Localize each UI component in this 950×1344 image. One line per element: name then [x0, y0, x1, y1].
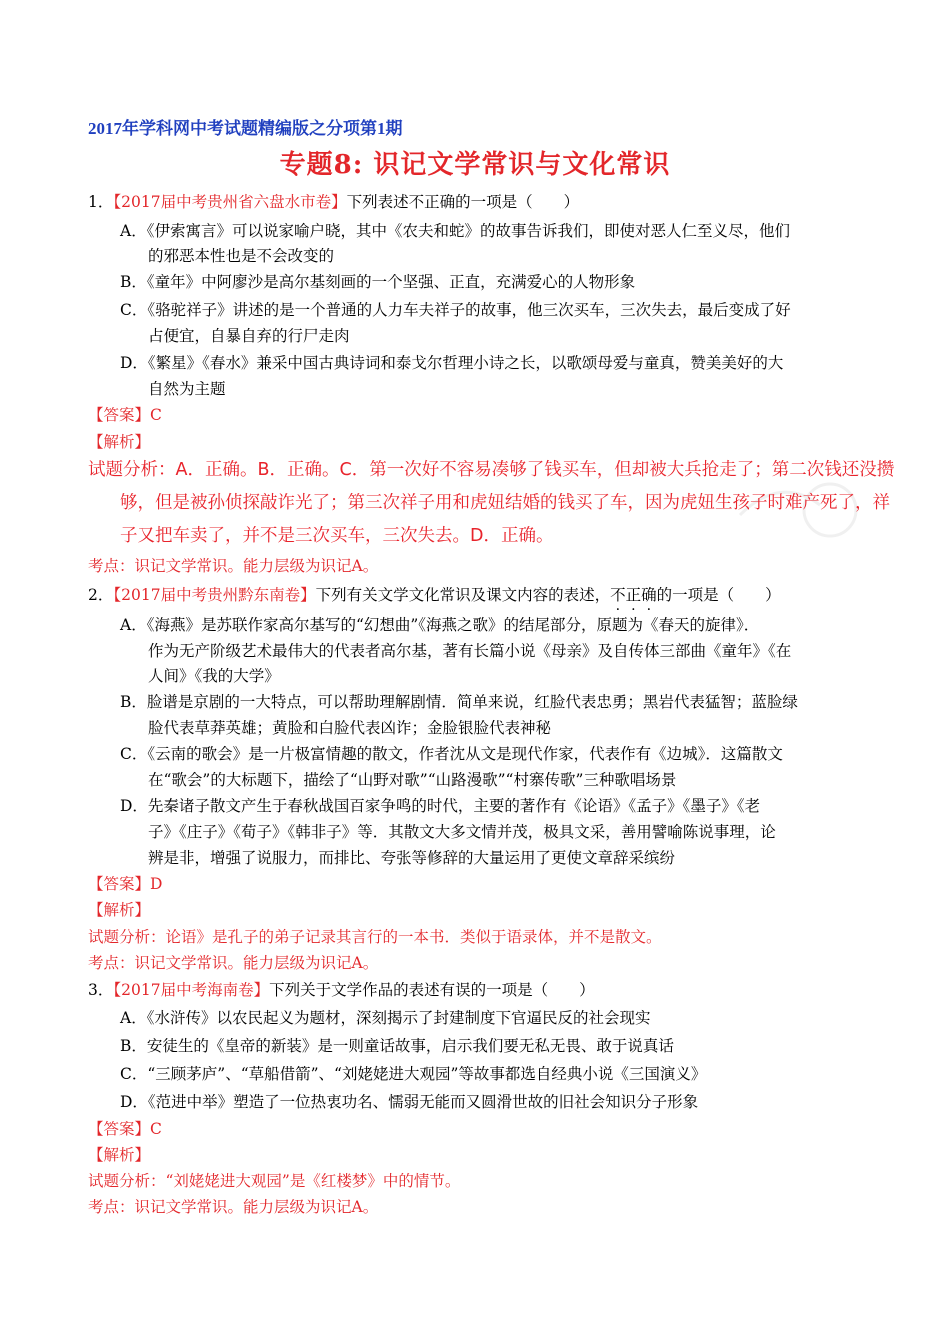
q3-analysis-line1: 试题分析：“刘姥姥进大观园”是《红楼梦》中的情节。 — [88, 1172, 461, 1190]
q1-option-c-line2: 占便宜，自暴自弃的行尸走肉 — [148, 327, 350, 345]
answer-tag: 【答案】 — [88, 1120, 151, 1138]
q1-analysis-line1: 试题分析：A．正确。B．正确。C．第一次好不容易凑够了钱买车，但却被大兵抢走了；第二次钱还没攒 — [88, 460, 895, 480]
q3-exam-point: 考点：识记文学常识。能力层级为识记A。 — [88, 1198, 379, 1216]
q1-option-b-line1: B．《童年》中阿廖沙是高尔基刻画的一个坚强、正直，充满爱心的人物形象 — [120, 273, 636, 291]
question-number: 1． — [88, 193, 114, 211]
emphasis-char: 不 — [610, 586, 626, 604]
emphasis-char: 确 — [641, 586, 657, 604]
question-source: 【2017届中考贵州省六盘水市卷】 — [113, 193, 347, 211]
question-number: 3． — [88, 981, 114, 999]
q3-option-d-line1: D．《范进中举》塑造了一位热衷功名、懦弱无能而又圆滑世故的旧社会知识分子形象 — [120, 1093, 699, 1111]
q3-option-b-line1: B．安徒生的《皇帝的新装》是一则童话故事，启示我们要无私无畏、敢于说真话 — [120, 1037, 674, 1055]
q2-analysis-line1: 试题分析：论语》是孔子的弟子记录其言行的一本书．类似于语录体，并不是散文。 — [88, 928, 662, 946]
emphasis-char: 正 — [625, 586, 642, 604]
question-2-stem — [88, 585, 781, 605]
q2-option-a-line2: 作为无产阶级艺术最伟大的代表者高尔基，著有长篇小说《母亲》及自传体三部曲《童年》《在 — [148, 642, 792, 660]
q3-answer — [88, 1119, 162, 1139]
question-text: 下列关于文学作品的表述有误的一项是（ ） — [269, 981, 595, 999]
q3-option-a-line1: A．《水浒传》以农民起义为题材，深刻揭示了封建制度下官逼民反的社会现实 — [120, 1009, 651, 1027]
q2-exam-point: 考点：识记文学常识。能力层级为识记A。 — [88, 954, 379, 972]
question-text-end: 的一项是（ ） — [656, 586, 781, 604]
answer-tag: 【答案】 — [88, 406, 151, 424]
q2-option-a-line3: 人间》《我的大学》 — [148, 667, 280, 685]
question-3-stem — [88, 980, 595, 1000]
q1-answer — [88, 405, 162, 425]
answer-value: C — [150, 406, 162, 424]
q2-answer — [88, 874, 162, 894]
q2-option-d-line1: D．先秦诸子散文产生于春秋战国百家争鸣的时代，主要的著作有《论语》《孟子》《墨子》《老 — [120, 797, 761, 815]
q1-exam-point: 考点：识记文学常识。能力层级为识记A。 — [88, 557, 379, 575]
question-number: 2． — [88, 586, 114, 604]
q2-option-b-line1: B．脸谱是京剧的一大特点，可以帮助理解剧情．简单来说，红脸代表忠勇；黑岩代表猛智；蓝脸绿 — [120, 693, 798, 711]
q1-analysis-line2: 够，但是被孙侦探敲诈光了；第三次祥子用和虎妞结婚的钱买了车，因为虎妞生孩子时难产死了，祥 — [120, 493, 890, 513]
q1-option-d-line2: 自然为主题 — [148, 380, 226, 398]
q1-analysis-tag: 【解析】 — [88, 433, 151, 451]
q2-option-c-line1: C．《云南的歌会》是一片极富情趣的散文，作者沈从文是现代作家，代表作有《边城》．这篇散文 — [120, 745, 783, 763]
q2-option-b-line2: 脸代表草莽英雄；黄脸和白脸代表凶诈；金脸银脸代表神秘 — [148, 719, 552, 737]
q2-option-a-line1: A．《海燕》是苏联作家高尔基写的“幻想曲”《海燕之歌》的结尾部分，原题为《春天的旋律》． — [120, 616, 760, 634]
q2-analysis-tag: 【解析】 — [88, 901, 151, 919]
q1-option-a-line2: 的邪恶本性也是不会改变的 — [148, 247, 335, 265]
answer-tag: 【答案】 — [88, 875, 151, 893]
q3-analysis-tag: 【解析】 — [88, 1146, 151, 1164]
answer-value: D — [150, 875, 163, 893]
question-text: 下列有关文学文化常识及课文内容的表述， — [315, 586, 611, 604]
answer-value: C — [150, 1120, 162, 1138]
page-title: 专题8: 识记文学常识与文化常识 — [279, 150, 671, 180]
q3-option-c-line1: C．“三顾茅庐”、“草船借箭”、“刘姥姥进大观园”等故事都选自经典小说《三国演义》 — [120, 1065, 707, 1083]
question-source: 【2017届中考海南卷】 — [113, 981, 270, 999]
q2-option-c-line2: 在“歌会”的大标题下，描绘了“山野对歌”“山路漫歌”“村寨传歌”三种歌唱场景 — [148, 771, 677, 789]
question-1-stem — [88, 192, 579, 212]
series-title: 2017年学科网中考试题精编版之分项第1期 — [88, 119, 403, 138]
question-source: 【2017届中考贵州黔东南卷】 — [113, 586, 316, 604]
q2-option-d-line3: 辨是非，增强了说服力，而排比、夸张等修辞的大量运用了更使文章辞采缤纷 — [148, 849, 676, 867]
q2-option-d-line2: 子》《庄子》《荀子》《韩非子》等．其散文大多文情并茂，极具文采，善用譬喻陈说事理，论 — [148, 823, 776, 841]
question-text: 下列表述不正确的一项是（ ） — [346, 193, 580, 211]
q1-option-a-line1: A．《伊索寓言》可以说家喻户晓，其中《农夫和蛇》的故事告诉我们，即使对恶人仁至义尽，他们 — [120, 222, 790, 240]
q1-option-d-line1: D．《繁星》《春水》兼采中国古典诗词和泰戈尔哲理小诗之长，以歌颂母爱与童真，赞美美好的大 — [120, 354, 784, 372]
q1-option-c-line1: C．《骆驼祥子》讲述的是一个普通的人力车夫祥子的故事，他三次买车，三次失去，最后变成了好 — [120, 301, 791, 319]
q1-analysis-line3: 子又把车卖了，并不是三次买车，三次失去。D．正确。 — [120, 526, 554, 546]
